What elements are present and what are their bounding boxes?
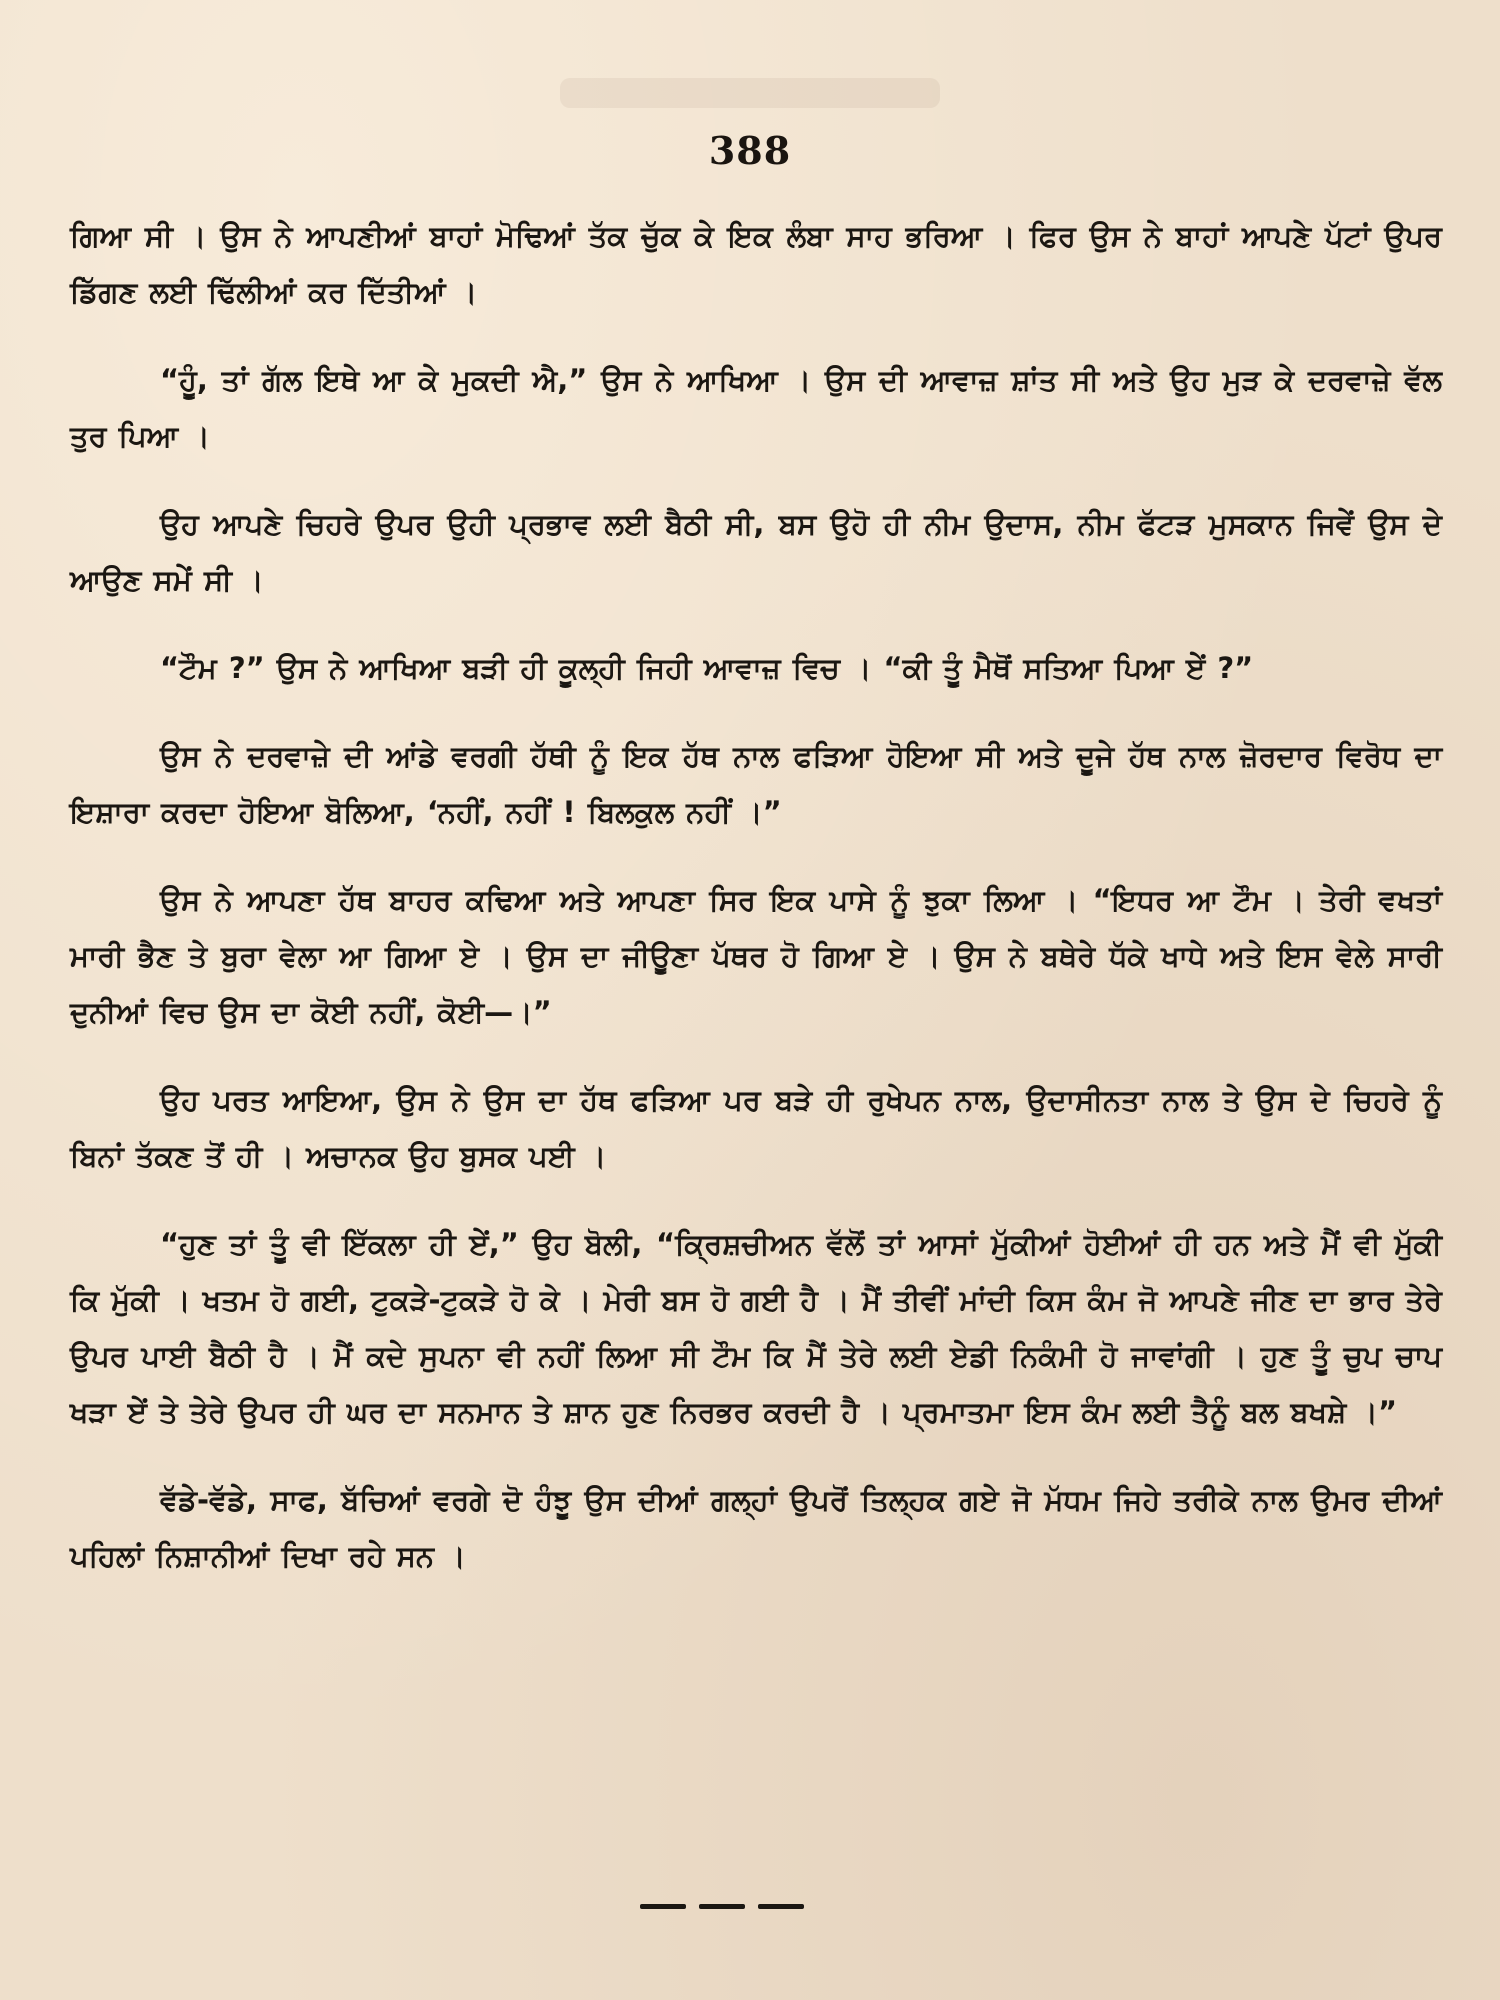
paragraph: ਉਸ ਨੇ ਆਪਣਾ ਹੱਥ ਬਾਹਰ ਕਢਿਆ ਅਤੇ ਆਪਣਾ ਸਿਰ ਇਕ ਪਾਸੇ ਨੂੰ ਝੁਕਾ ਲਿਆ । “ਇਧਰ ਆ ਟੌਮ । ਤੇਰੀ ਵਖਤਾਂ ਮਾਰੀ ਭੈਣ ਤੇ ਬੁਰਾ ਵੇਲਾ ਆ ਗਿਆ ਏ । ਉਸ ਦਾ ਜੀਊਣਾ ਪੱਥਰ ਹੋ ਗਿਆ ਏ । ਉਸ ਨੇ ਬਥੇਰੇ ਧੱਕੇ ਖਾਧੇ ਅਤੇ ਇਸ ਵੇਲੇ ਸਾਰੀ ਦੁਨੀਆਂ ਵਿਚ ਉਸ ਦਾ ਕੋਈ ਨਹੀਂ, ਕੋਈ—।” — [70, 883, 1442, 1029]
paragraph: “ਹੂੰ, ਤਾਂ ਗੱਲ ਇਥੇ ਆ ਕੇ ਮੁਕਦੀ ਐ,” ਉਸ ਨੇ ਆਖਿਆ । ਉਸ ਦੀ ਆਵਾਜ਼ ਸ਼ਾਂਤ ਸੀ ਅਤੇ ਉਹ ਮੁੜ ਕੇ ਦਰਵਾਜ਼ੇ ਵੱਲ ਤੁਰ ਪਿਆ । — [70, 363, 1442, 453]
page-number: 388 — [708, 128, 792, 173]
paragraph: ਗਿਆ ਸੀ । ਉਸ ਨੇ ਆਪਣੀਆਂ ਬਾਹਾਂ ਮੋਢਿਆਂ ਤੱਕ ਚੁੱਕ ਕੇ ਇਕ ਲੰਬਾ ਸਾਹ ਭਰਿਆ । ਫਿਰ ਉਸ ਨੇ ਬਾਹਾਂ ਆਪਣੇ ਪੱਟਾਂ ਉਪਰ ਡਿੱਗਣ ਲਈ ਢਿੱਲੀਆਂ ਕਰ ਦਿੱਤੀਆਂ । — [70, 219, 1442, 309]
body-text — [70, 208, 1442, 1616]
paragraph: “ਹੁਣ ਤਾਂ ਤੂੰ ਵੀ ਇੱਕਲਾ ਹੀ ਏਂ,” ਉਹ ਬੋਲੀ, “ਕ੍ਰਿਸ਼ਚੀਅਨ ਵੱਲੋਂ ਤਾਂ ਆਸਾਂ ਮੁੱਕੀਆਂ ਹੋਈਆਂ ਹੀ ਹਨ ਅਤੇ ਮੈਂ ਵੀ ਮੁੱਕੀ ਕਿ ਮੁੱਕੀ । ਖਤਮ ਹੋ ਗਈ, ਟੁਕੜੇ-ਟੁਕੜੇ ਹੋ ਕੇ । ਮੇਰੀ ਬਸ ਹੋ ਗਈ ਹੈ । ਮੈਂ ਤੀਵੀਂ ਮਾਂਦੀ ਕਿਸ ਕੰਮ ਜੋ ਆਪਣੇ ਜੀਣ ਦਾ ਭਾਰ ਤੇਰੇ ਉਪਰ ਪਾਈ ਬੈਠੀ ਹੈ । ਮੈਂ ਕਦੇ ਸੁਪਨਾ ਵੀ ਨਹੀਂ ਲਿਆ ਸੀ ਟੌਮ ਕਿ ਮੈਂ ਤੇਰੇ ਲਈ ਏਡੀ ਨਿਕੰਮੀ ਹੋ ਜਾਵਾਂਗੀ । ਹੁਣ ਤੂੰ ਚੁਪ ਚਾਪ ਖੜਾ ਏਂ ਤੇ ਤੇਰੇ ਉਪਰ ਹੀ ਘਰ ਦਾ ਸਨਮਾਨ ਤੇ ਸ਼ਾਨ ਹੁਣ ਨਿਰਭਰ ਕਰਦੀ ਹੈ । ਪ੍ਰਮਾਤਮਾ ਇਸ ਕੰਮ ਲਈ ਤੈਨੂੰ ਬਲ ਬਖਸ਼ੇ ।” — [70, 1227, 1442, 1429]
paragraph: “ਟੌਮ ?” ਉਸ ਨੇ ਆਖਿਆ ਬੜੀ ਹੀ ਕੂਲ੍ਹੀ ਜਿਹੀ ਆਵਾਜ਼ ਵਿਚ । “ਕੀ ਤੂੰ ਮੈਥੋਂ ਸਤਿਆ ਪਿਆ ਏਂ ?” — [160, 651, 1254, 685]
bleed-through-shadow — [560, 78, 940, 108]
chapter-end-divider — [640, 1904, 804, 1910]
divider-dash — [758, 1904, 804, 1909]
divider-dash — [699, 1904, 745, 1909]
paragraph: ਉਹ ਆਪਣੇ ਚਿਹਰੇ ਉਪਰ ਉਹੀ ਪ੍ਰਭਾਵ ਲਈ ਬੈਠੀ ਸੀ, ਬਸ ਉਹੋ ਹੀ ਨੀਮ ਉਦਾਸ, ਨੀਮ ਫੱਟੜ ਮੁਸਕਾਨ ਜਿਵੇਂ ਉਸ ਦੇ ਆਉਣ ਸਮੇਂ ਸੀ । — [70, 507, 1442, 597]
divider-dash — [640, 1904, 686, 1909]
paragraph: ਉਹ ਪਰਤ ਆਇਆ, ਉਸ ਨੇ ਉਸ ਦਾ ਹੱਥ ਫੜਿਆ ਪਰ ਬੜੇ ਹੀ ਰੁਖੇਪਨ ਨਾਲ, ਉਦਾਸੀਨਤਾ ਨਾਲ ਤੇ ਉਸ ਦੇ ਚਿਹਰੇ ਨੂੰ ਬਿਨਾਂ ਤੱਕਣ ਤੋਂ ਹੀ । ਅਚਾਨਕ ਉਹ ਬੁਸਕ ਪਈ । — [70, 1083, 1442, 1173]
paragraph: ਉਸ ਨੇ ਦਰਵਾਜ਼ੇ ਦੀ ਆਂਡੇ ਵਰਗੀ ਹੱਥੀ ਨੂੰ ਇਕ ਹੱਥ ਨਾਲ ਫੜਿਆ ਹੋਇਆ ਸੀ ਅਤੇ ਦੂਜੇ ਹੱਥ ਨਾਲ ਜ਼ੋਰਦਾਰ ਵਿਰੋਧ ਦਾ ਇਸ਼ਾਰਾ ਕਰਦਾ ਹੋਇਆ ਬੋਲਿਆ, ‘ਨਹੀਂ, ਨਹੀਂ ! ਬਿਲਕੁਲ ਨਹੀਂ ।” — [70, 739, 1442, 829]
paragraph: ਵੱਡੇ-ਵੱਡੇ, ਸਾਫ, ਬੱਚਿਆਂ ਵਰਗੇ ਦੋ ਹੰਝੂ ਉਸ ਦੀਆਂ ਗਲ੍ਹਾਂ ਉਪਰੋਂ ਤਿਲ੍ਹਕ ਗਏ ਜੋ ਮੱਧਮ ਜਿਹੇ ਤਰੀਕੇ ਨਾਲ ਉਮਰ ਦੀਆਂ ਪਹਿਲਾਂ ਨਿਸ਼ਾਨੀਆਂ ਦਿਖਾ ਰਹੇ ਸਨ । — [70, 1483, 1442, 1573]
